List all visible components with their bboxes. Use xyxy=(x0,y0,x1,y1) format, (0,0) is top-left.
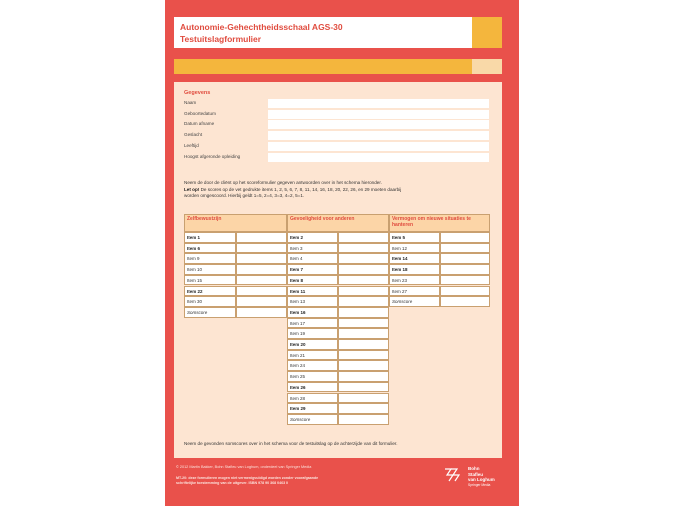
footnote: Neem de gevonden somscores over in het schema voor de testuitslag op de achterzijde van dit formulier. xyxy=(184,441,398,446)
score-input[interactable] xyxy=(236,275,287,286)
publisher-line-2: Stafleu xyxy=(468,471,484,477)
item-label: Item 20 xyxy=(287,339,338,350)
item-label: Item 23 xyxy=(389,275,440,286)
somscore-label: Somscore xyxy=(389,296,440,307)
field-input[interactable] xyxy=(268,153,489,162)
publisher-name xyxy=(468,466,495,488)
score-input[interactable] xyxy=(338,275,389,286)
item-label: Item 9 xyxy=(184,253,236,264)
item-label: Item 4 xyxy=(287,253,338,264)
instruction-line-2-text: De scores op de vet gedrukte items 1, 2, 5, 6, 7, 8, 11, 14, 16, 18, 20, 22, 26, en 29 moeten daarbij xyxy=(199,186,402,192)
item-label: Item 27 xyxy=(389,286,440,297)
somscore-input[interactable] xyxy=(338,414,389,425)
score-input[interactable] xyxy=(338,286,389,297)
score-input[interactable] xyxy=(338,382,389,393)
scale-header: Gevoeligheid voor anderen xyxy=(287,214,389,232)
item-label: Item 12 xyxy=(389,243,440,254)
item-label: Item 25 xyxy=(287,371,338,382)
score-input[interactable] xyxy=(440,264,490,275)
score-input[interactable] xyxy=(338,350,389,361)
form-subtitle: Testuitslagformulier xyxy=(180,34,262,44)
item-label: Item 7 xyxy=(287,264,338,275)
somscore-label: Somscore xyxy=(184,307,236,318)
publisher-logo-icon xyxy=(443,466,461,484)
score-input[interactable] xyxy=(338,339,389,350)
item-label: Item 10 xyxy=(184,264,236,275)
item-label: Item 13 xyxy=(287,296,338,307)
score-input[interactable] xyxy=(236,253,287,264)
somscore-input[interactable] xyxy=(440,296,490,307)
accent-band-light xyxy=(472,59,502,74)
copyright: © 2012 Martin Bakker, Bohn Stafleu van Loghum, onderdeel van Springer Media xyxy=(176,465,312,469)
score-input[interactable] xyxy=(338,253,389,264)
item-label: Item 26 xyxy=(287,382,338,393)
item-label: Item 14 xyxy=(389,253,440,264)
field-label: Leeftijd xyxy=(184,142,199,148)
item-label: Item 11 xyxy=(287,286,338,297)
field-label: Naam xyxy=(184,100,197,105)
item-label: Item 1 xyxy=(184,232,236,243)
item-label: Item 15 xyxy=(184,275,236,286)
field-label: Datum afname xyxy=(184,121,215,127)
item-label: Item 21 xyxy=(287,350,338,361)
score-input[interactable] xyxy=(338,403,389,414)
score-input[interactable] xyxy=(338,328,389,339)
score-input[interactable] xyxy=(236,296,287,307)
score-input[interactable] xyxy=(338,264,389,275)
accent-band xyxy=(174,59,472,74)
publisher-line-3: van Loghum xyxy=(468,477,495,482)
title-accent-tab xyxy=(472,17,502,48)
item-label: Item 17 xyxy=(287,318,338,329)
score-input[interactable] xyxy=(236,286,287,297)
publisher-sub: Springer Media xyxy=(468,482,491,487)
notice-line-1: MT-20: deze formulieren mogen niet vermenigvuldigd worden zonder voorafgaande xyxy=(176,476,319,480)
field-input[interactable] xyxy=(268,110,489,119)
scale-header: Zelfbewustzijn xyxy=(184,214,287,232)
field-input[interactable] xyxy=(268,131,489,140)
item-label: Item 30 xyxy=(184,296,236,307)
score-input[interactable] xyxy=(440,232,490,243)
item-label: Item 5 xyxy=(389,232,440,243)
item-label: Item 16 xyxy=(287,307,338,318)
item-label: Item 22 xyxy=(184,286,236,297)
item-label: Item 29 xyxy=(287,403,338,414)
score-input[interactable] xyxy=(338,307,389,318)
item-label: Item 18 xyxy=(389,264,440,275)
score-input[interactable] xyxy=(338,360,389,371)
field-label: Geslacht xyxy=(184,132,203,138)
score-input[interactable] xyxy=(236,232,287,243)
item-label: Item 19 xyxy=(287,328,338,339)
publisher-line-1: Bohn xyxy=(468,466,480,471)
item-label: Item 2 xyxy=(287,232,338,243)
item-label: Item 3 xyxy=(287,243,338,254)
instruction-line-3: worden omgescoord. Hierbij geldt 1=5, 2=4, 3=3, 4=2, 5=1. xyxy=(184,193,305,198)
score-input[interactable] xyxy=(338,232,389,243)
field-label: Hoogst afgeronde opleiding xyxy=(184,153,241,159)
score-input[interactable] xyxy=(236,264,287,275)
field-input[interactable] xyxy=(268,99,489,108)
item-label: Item 6 xyxy=(184,243,236,254)
instructions xyxy=(184,180,484,200)
field-input[interactable] xyxy=(268,142,489,151)
score-input[interactable] xyxy=(338,318,389,329)
notice-line-2: schriftelijke toestemming van de uitgever. ISBN 978 90 368 0463 0 xyxy=(176,481,289,485)
item-label: Item 24 xyxy=(287,360,338,371)
score-input[interactable] xyxy=(338,371,389,382)
score-input[interactable] xyxy=(338,243,389,254)
score-input[interactable] xyxy=(440,275,490,286)
item-label: Item 8 xyxy=(287,275,338,286)
score-input[interactable] xyxy=(338,393,389,404)
scale-header: Vermogen om nieuwe situaties te hanteren xyxy=(389,214,490,232)
copyright-notice xyxy=(176,476,318,486)
score-input[interactable] xyxy=(440,243,490,254)
item-label: Item 28 xyxy=(287,393,338,404)
instruction-line-1: Neem de door de cliënt op het scoreformulier gegeven antwoorden over in het schema hieronder. xyxy=(184,180,382,185)
form-title: Autonomie-Gehechtheidsschaal AGS-30 xyxy=(180,22,343,32)
score-input[interactable] xyxy=(440,253,490,264)
score-input[interactable] xyxy=(440,286,490,297)
score-input[interactable] xyxy=(338,296,389,307)
somscore-input[interactable] xyxy=(236,307,287,318)
score-input[interactable] xyxy=(236,243,287,254)
gegevens-heading: Gegevens xyxy=(184,90,211,96)
somscore-label: Somscore xyxy=(287,414,338,425)
letop-label: Let op! xyxy=(184,186,200,192)
field-input[interactable] xyxy=(268,120,489,129)
field-label: Geboortedatum xyxy=(184,110,216,116)
